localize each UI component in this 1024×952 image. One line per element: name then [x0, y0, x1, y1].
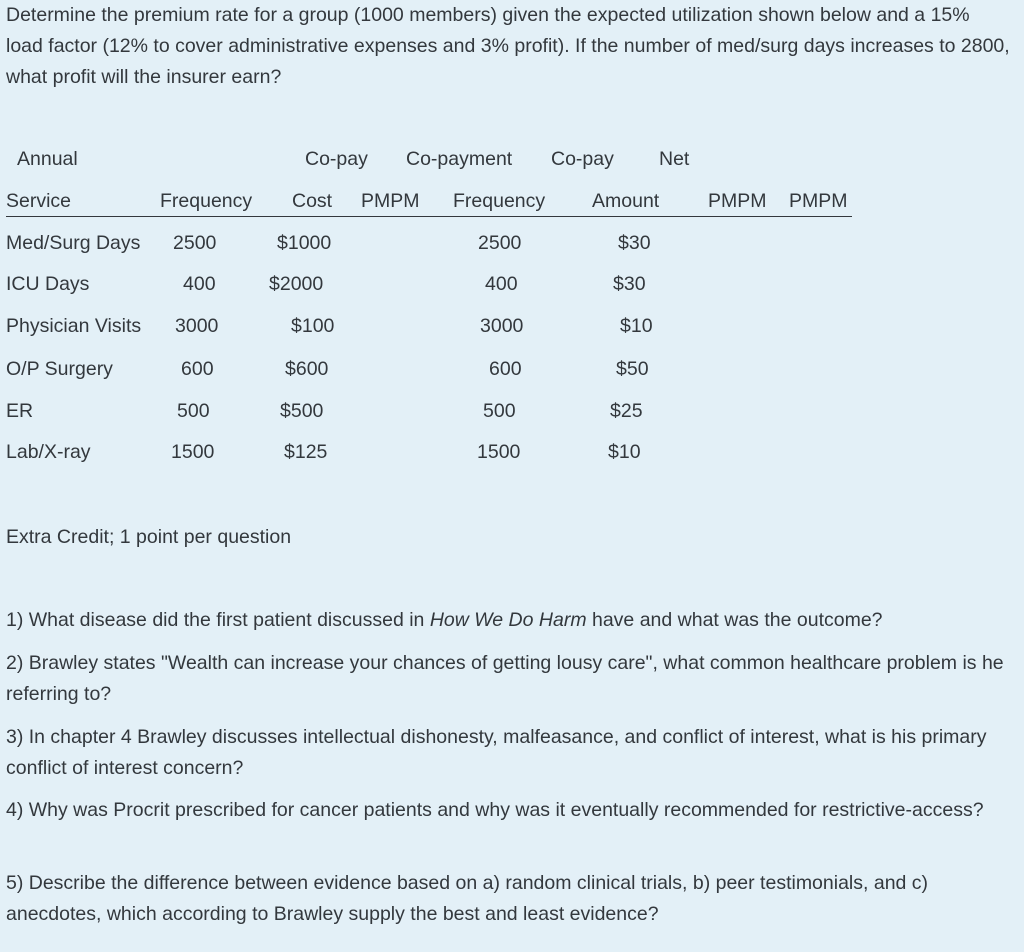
header-annual: Annual	[17, 148, 78, 170]
row-frequency: 500	[177, 400, 210, 422]
question-4: 4) Why was Procrit prescribed for cancer patients and why was it eventually recommended for restrictive-access?	[6, 799, 984, 821]
row-frequency: 400	[183, 273, 216, 295]
question-1	[6, 605, 1011, 636]
row-frequency: 3000	[175, 315, 219, 337]
header-net: Net	[659, 148, 690, 170]
header-service: Service	[6, 190, 72, 212]
problem-text: Determine the premium rate for a group (1000 members) given the expected utilization shown below and a 15% load factor (12% to cover administrative expenses and 3% profit). If the number of med/surg days increases to 2800, what profit will the insurer earn?	[6, 4, 1010, 88]
row-cost: $1000	[277, 232, 332, 254]
row-cost: $100	[291, 315, 335, 337]
row-copay-frequency: 400	[485, 273, 518, 295]
row-service: Med/Surg Days	[6, 232, 141, 254]
header-pmpm-2: PMPM	[708, 190, 767, 212]
question-3: 3) In chapter 4 Brawley discusses intellectual dishonesty, malfeasance, and conflict of interest, what is his primary conflict of interest concern?	[6, 726, 987, 779]
row-copay-amount: $10	[608, 441, 641, 463]
header-copayment: Co-payment	[406, 148, 513, 170]
header-frequency: Frequency	[160, 190, 253, 212]
row-service: ER	[6, 400, 34, 422]
header-pmpm-3: PMPM	[789, 190, 848, 212]
question-1-text-start: 1) What disease did the first patient discussed in	[6, 609, 430, 631]
row-copay-amount: $30	[613, 273, 646, 295]
question-1-text-end: have and what was the outcome?	[586, 609, 883, 631]
header-copay-2: Co-pay	[551, 148, 614, 170]
row-copay-frequency: 2500	[478, 232, 522, 254]
row-cost: $500	[280, 400, 324, 422]
row-service: O/P Surgery	[6, 358, 113, 380]
row-copay-frequency: 500	[483, 400, 516, 422]
row-copay-frequency: 600	[489, 358, 522, 380]
row-copay-frequency: 3000	[480, 315, 524, 337]
row-cost: $2000	[269, 273, 324, 295]
row-cost: $600	[285, 358, 329, 380]
extra-credit-heading: Extra Credit; 1 point per question	[6, 526, 292, 548]
row-service: ICU Days	[6, 273, 90, 295]
row-frequency: 2500	[173, 232, 217, 254]
row-service: Physician Visits	[6, 315, 142, 337]
row-copay-amount: $30	[618, 232, 651, 254]
row-copay-amount: $10	[620, 315, 653, 337]
row-cost: $125	[284, 441, 328, 463]
row-service: Lab/X-ray	[6, 441, 91, 463]
header-amount: Amount	[592, 190, 660, 212]
question-2: 2) Brawley states "Wealth can increase your chances of getting lousy care", what common healthcare problem is he referring to?	[6, 652, 1004, 705]
row-frequency: 600	[181, 358, 214, 380]
row-frequency: 1500	[171, 441, 215, 463]
header-cost: Cost	[292, 190, 333, 212]
book-title: How We Do Harm	[429, 609, 587, 631]
row-copay-amount: $50	[616, 358, 649, 380]
question-5: 5) Describe the difference between evidence based on a) random clinical trials, b) peer testimonials, and c) anecdotes, which according to Brawley supply the best and least evidence?	[6, 872, 929, 925]
header-frequency-2: Frequency	[453, 190, 546, 212]
header-pmpm: PMPM	[361, 190, 420, 212]
row-copay-amount: $25	[610, 400, 643, 422]
row-copay-frequency: 1500	[477, 441, 521, 463]
header-copay-1: Co-pay	[305, 148, 368, 170]
